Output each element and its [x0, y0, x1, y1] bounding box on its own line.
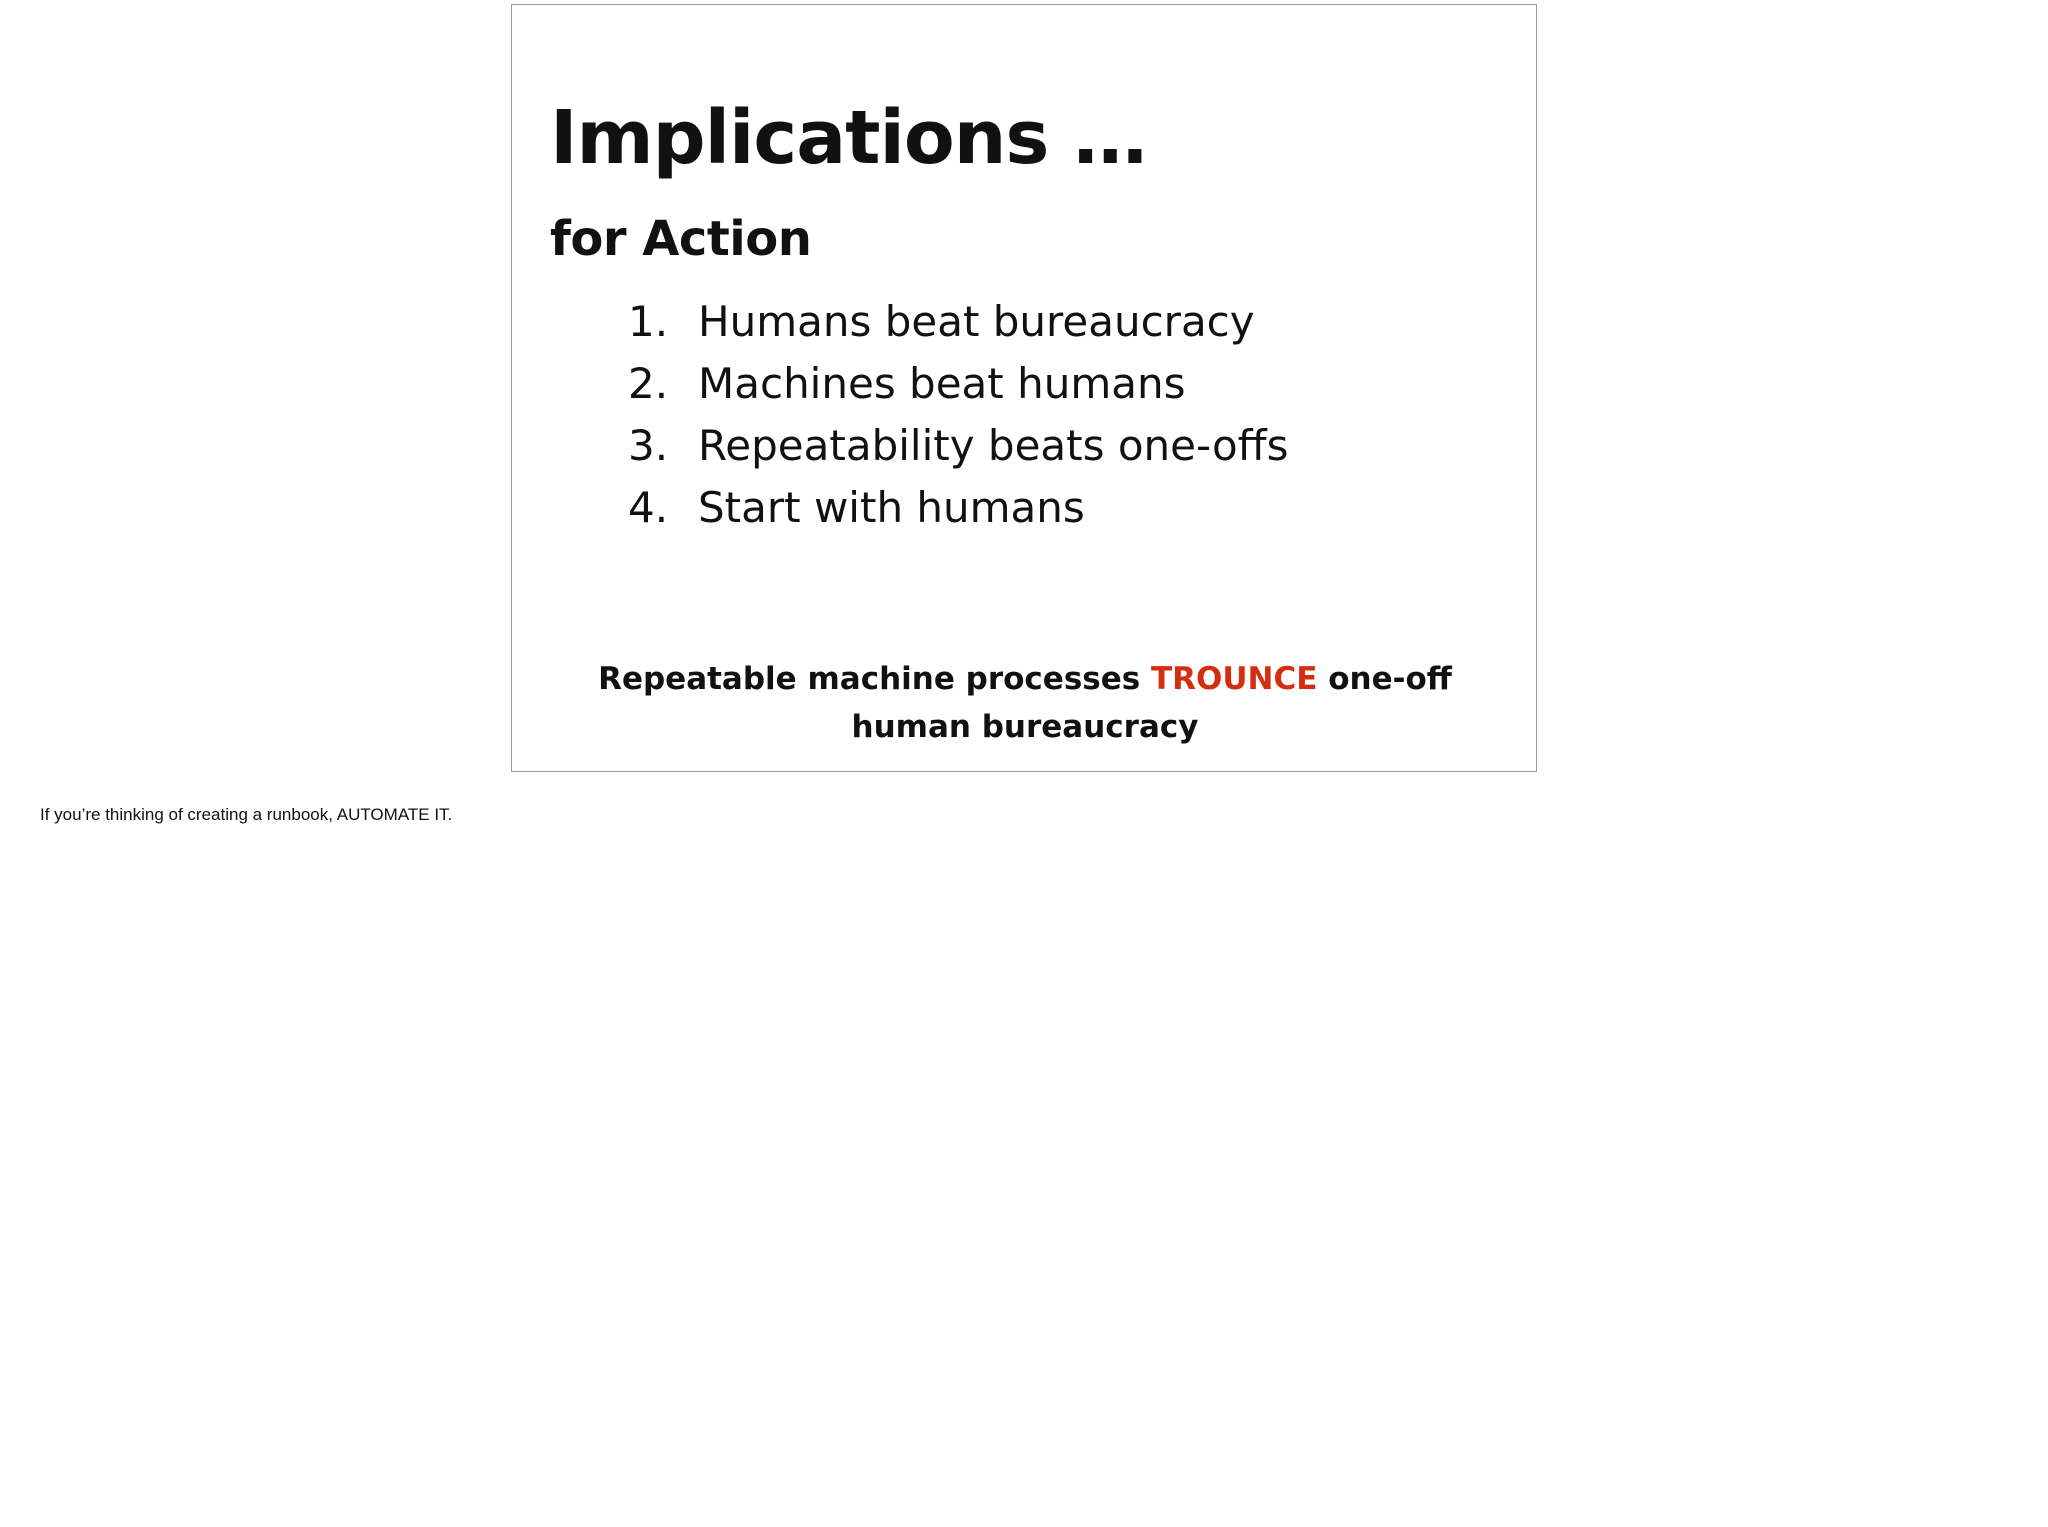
- list-item-number: 1.: [628, 297, 669, 346]
- presenter-note: If you’re thinking of creating a runbook, AUTOMATE IT.: [40, 805, 453, 824]
- implications-list: [628, 291, 1288, 539]
- list-item: [628, 415, 1288, 477]
- slide-title: Implications …: [550, 95, 1147, 181]
- list-item-number: 3.: [628, 421, 669, 470]
- list-item-text: Repeatability beats one-offs: [698, 421, 1289, 470]
- list-item-text: Machines beat humans: [698, 359, 1186, 408]
- tagline-tail: one-off human bureaucracy: [851, 661, 1452, 745]
- list-item: [628, 353, 1288, 415]
- list-item-number: 4.: [628, 483, 669, 532]
- list-item-text: Humans beat bureaucracy: [698, 297, 1255, 346]
- slide-subtitle: for Action: [550, 211, 812, 267]
- list-item: [628, 291, 1288, 353]
- tagline-highlight: TROUNCE: [1151, 661, 1318, 697]
- slide-frame: [511, 4, 1537, 772]
- list-item: [628, 477, 1288, 539]
- list-item-text: Start with humans: [698, 483, 1085, 532]
- slide-tagline: [552, 655, 1498, 751]
- list-item-number: 2.: [628, 359, 669, 408]
- tagline-lead: Repeatable machine processes: [598, 661, 1152, 697]
